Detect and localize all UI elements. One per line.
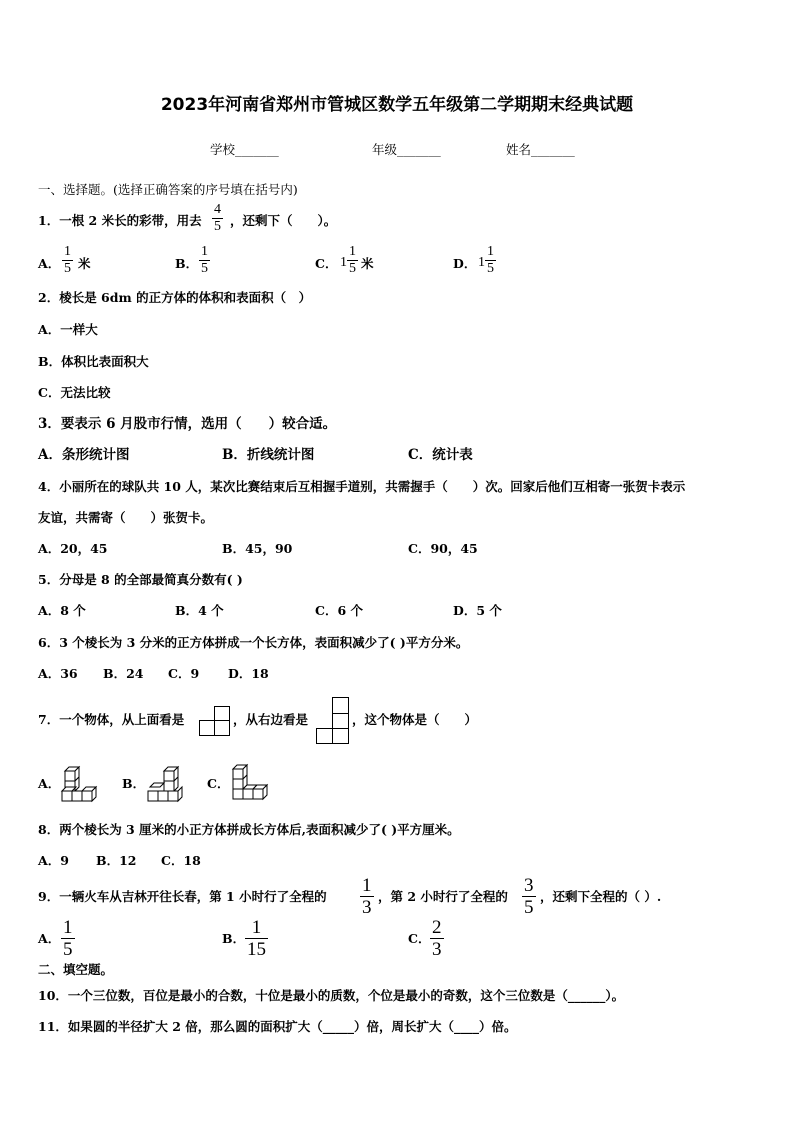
q9-option-a-fraction [61, 918, 75, 959]
q7-option-a-label[interactable]: A． [38, 776, 61, 791]
q4-text-line1: 4．小丽所在的球队共 10 人，某次比赛结束后互相握手道别，共需握手（ ）次。回家后他们互相寄一张贺卡表示 [38, 479, 686, 494]
q9-option-b-fraction [245, 918, 268, 959]
q1-option-c-whole: 1 [340, 255, 347, 270]
q7-text-b: ，从右边看是 [233, 712, 309, 727]
q7-option-c-cubes-icon [230, 764, 270, 804]
q2-text: 2．棱长是 6dm 的正方体的体积和表面积（ ） [38, 290, 312, 305]
q1-option-a-label[interactable]: A． [38, 256, 61, 271]
q8-text: 8．两个棱长为 3 厘米的小正方体拼成长方体后,表面积减少了( )平方厘米。 [38, 822, 460, 837]
q1-option-d-fraction [485, 245, 496, 276]
q1-option-b-fraction [199, 245, 210, 276]
q7-option-b-label[interactable]: B． [122, 776, 146, 791]
q8-option-c[interactable]: C．18 [161, 853, 201, 868]
frac-num: 1 [201, 244, 208, 259]
frac-den: 3 [432, 939, 442, 960]
q1-fraction [212, 203, 223, 234]
q9-option-c-label[interactable]: C． [408, 931, 431, 946]
q6-option-a[interactable]: A．36 [38, 666, 78, 681]
q2-option-a[interactable]: A．一样大 [38, 322, 98, 337]
page-title: 2023年河南省郑州市管城区数学五年级第二学期期末经典试题 [160, 95, 634, 115]
q2-option-c[interactable]: C．无法比较 [38, 385, 111, 400]
q1-option-a-fraction [62, 245, 73, 276]
q8-option-a[interactable]: A．9 [38, 853, 69, 868]
q6-option-c[interactable]: C．9 [168, 666, 200, 681]
q7-text-c: ，这个物体是（ ） [352, 712, 478, 727]
q3-option-a[interactable]: A．条形统计图 [38, 447, 130, 463]
right-view-figure [316, 697, 350, 745]
q9-text-a: 9．一辆火车从吉林开往长春，第 1 小时行了全程的 [38, 889, 327, 904]
frac-num: 3 [524, 875, 534, 896]
frac-num: 1 [487, 244, 494, 259]
top-view-figure [199, 706, 231, 736]
frac-num: 2 [432, 917, 442, 938]
frac-num: 1 [349, 244, 356, 259]
q1-frac-num: 4 [214, 202, 221, 217]
q9-option-b-label[interactable]: B． [222, 931, 246, 946]
q11-text: 11．如果圆的半径扩大 2 倍，那么圆的面积扩大（_____）倍，周长扩大（____）倍。 [38, 1019, 517, 1034]
q5-option-d[interactable]: D．5 个 [453, 603, 502, 618]
q9-fraction-2 [522, 876, 536, 917]
q1-option-c-label[interactable]: C． [315, 256, 338, 271]
q9-text-c: ，还剩下全程的（ ）. [540, 889, 662, 904]
q6-text: 6．3 个棱长为 3 分米的正方体拼成一个长方体，表面积减少了( )平方分米。 [38, 635, 469, 650]
frac-num: 1 [362, 875, 372, 896]
frac-den: 5 [201, 261, 208, 276]
q5-option-b[interactable]: B．4 个 [175, 603, 224, 618]
q1-text-end: ，还剩下（ ）。 [230, 213, 337, 228]
q4-option-c[interactable]: C．90，45 [408, 541, 478, 556]
q1-option-c-unit: 米 [361, 256, 374, 271]
q1-option-a-unit: 米 [78, 256, 91, 271]
q1-option-b-label[interactable]: B． [175, 256, 199, 271]
q4-option-a[interactable]: A．20，45 [38, 541, 108, 556]
q9-option-c-fraction [430, 918, 444, 959]
q9-option-a-label[interactable]: A． [38, 931, 61, 946]
q3-text: 3．要表示 6 月股市行情，选用（ ）较合适。 [38, 416, 337, 432]
q5-option-c[interactable]: C．6 个 [315, 603, 363, 618]
q6-option-b[interactable]: B．24 [103, 666, 144, 681]
q1-option-c-fraction [347, 245, 358, 276]
grade-field[interactable]: 年级_______ [372, 142, 441, 157]
q1-text: 1．一根 2 米长的彩带，用去 [38, 213, 202, 228]
q1-option-d-label[interactable]: D． [453, 256, 477, 271]
q3-option-b[interactable]: B．折线统计图 [222, 447, 315, 463]
frac-den: 15 [247, 939, 266, 960]
q5-option-a[interactable]: A．8 个 [38, 603, 86, 618]
q7-option-c-label[interactable]: C． [207, 776, 230, 791]
name-field[interactable]: 姓名_______ [506, 142, 575, 157]
frac-den: 5 [524, 897, 534, 918]
frac-den: 3 [362, 897, 372, 918]
q10-text: 10．一个三位数，百位是最小的合数，十位是最小的质数，个位是最小的奇数，这个三位数是（______）。 [38, 988, 625, 1003]
section-heading-choice: 一、选择题。(选择正确答案的序号填在括号内) [38, 182, 298, 197]
school-field[interactable]: 学校_______ [210, 142, 279, 157]
frac-den: 5 [64, 261, 71, 276]
frac-den: 5 [349, 261, 356, 276]
frac-den: 5 [487, 261, 494, 276]
q3-option-c[interactable]: C．统计表 [408, 447, 473, 463]
q7-option-a-cubes-icon [60, 764, 98, 804]
q9-text-b: ，第 2 小时行了全程的 [378, 889, 508, 904]
q2-option-b[interactable]: B．体积比表面积大 [38, 354, 149, 369]
q1-option-d-whole: 1 [478, 255, 485, 270]
q5-text: 5．分母是 8 的全部最简真分数有( ) [38, 572, 243, 587]
frac-num: 1 [64, 244, 71, 259]
q6-option-d[interactable]: D．18 [228, 666, 269, 681]
q7-option-b-cubes-icon [146, 764, 184, 804]
frac-num: 1 [251, 917, 262, 938]
q1-frac-den: 5 [214, 219, 221, 234]
q9-fraction-1 [360, 876, 374, 917]
q7-text-a: 7．一个物体，从上面看是 [38, 712, 185, 727]
frac-den: 5 [63, 939, 73, 960]
section-heading-fill-in: 二、填空题。 [38, 962, 114, 977]
q4-text-line2: 友谊，共需寄（ ）张贺卡。 [38, 510, 214, 525]
q8-option-b[interactable]: B．12 [96, 853, 137, 868]
frac-num: 1 [63, 917, 73, 938]
q4-option-b[interactable]: B．45，90 [222, 541, 293, 556]
